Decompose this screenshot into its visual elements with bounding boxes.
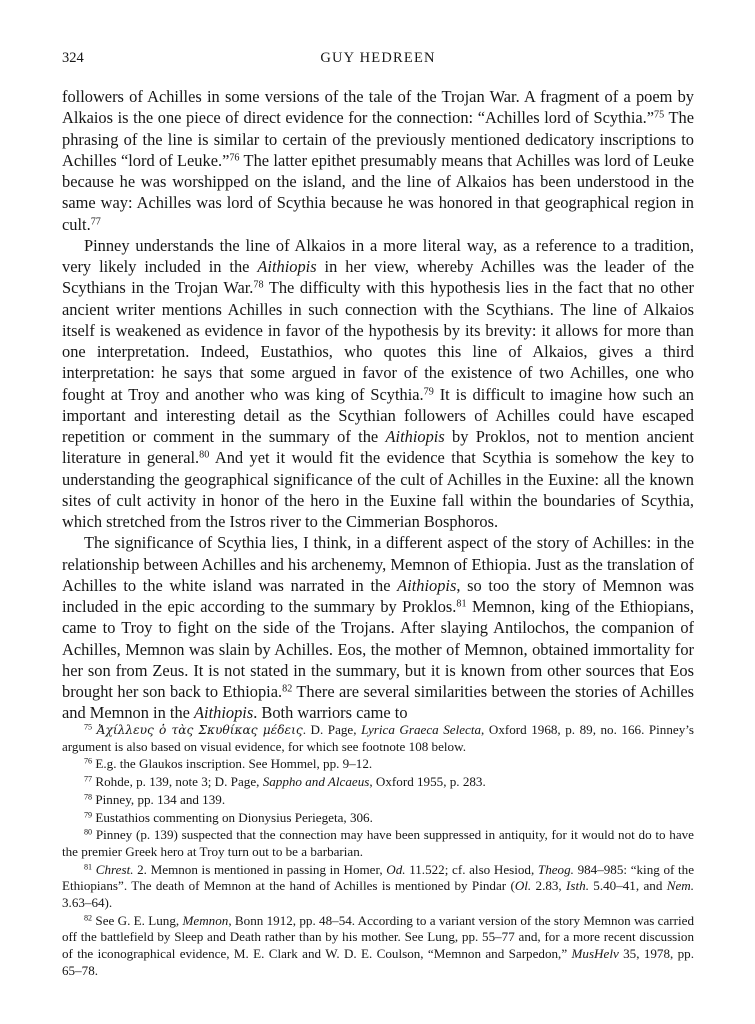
text-run: Eustathios commenting on Dionysius Periegeta, 306.	[92, 809, 373, 825]
text-run: The significance of Scythia lies, I think, in a different aspect of the story of Achilles: in the relationship between Achilles and his archenemy, Memnon of Ethiopia. Just as the translation of Achilles to the white island was narrated in the	[62, 533, 694, 595]
text-run: in her view, whereby Achilles was the leader of the Scythians in the Trojan War.	[62, 257, 695, 298]
footnote-ref: 81	[84, 862, 93, 872]
text-run: The latter epithet presumably means that Achilles was lord of Leuke because he was worshipped on the island, and the line of Alkaios has been understood in the same way: Achilles was lord of Scythia because he was honored in that geographical region in cult.	[62, 150, 694, 234]
footnote-ref: 75	[654, 109, 665, 121]
text-run: . Both warriors came to	[253, 703, 408, 723]
text-run: 35, 1978, pp. 65–78.	[62, 946, 695, 978]
text-run: 2. Memnon is mentioned in passing in Homer,	[133, 861, 387, 877]
footnote-ref: 82	[282, 683, 293, 695]
footnote	[62, 827, 694, 860]
text-run: Pinney, pp. 134 and 139.	[92, 791, 226, 807]
text-run: Memnon, king of the Ethiopians, came to Troy to fight on the side of the Trojans. After slaying Antilochos, the companion of Achilles, Memnon was slain by Achilles. Eos, the mother of Memnon, obtained immortality for her son from Zeus. It is not stated in the summary, but it is known from other sources that Eos brought her son back to Ethiopia.	[62, 597, 694, 701]
footnote-ref: 79	[423, 385, 434, 397]
footnote	[62, 862, 694, 912]
text-run: There are several similarities between the stories of Achilles and Memnon in the	[62, 682, 694, 723]
italic-title: Aithiopis	[397, 575, 457, 595]
text-run: 984–985: “king of the Ethiopians”. The death of Memnon at the hand of Achilles is mentioned by Pindar (	[62, 861, 695, 894]
body-paragraph	[62, 235, 694, 533]
footnote-ref: 76	[84, 756, 93, 766]
italic-title: Aithiopis	[194, 703, 254, 723]
footnote-ref: 77	[84, 774, 93, 784]
footnote-ref: 78	[84, 792, 93, 802]
text-run: 3.63–64).	[62, 895, 113, 911]
footnote	[62, 722, 694, 755]
italic-title: Sappho and Alcaeus	[262, 774, 370, 790]
italic-title: Ol.	[514, 878, 532, 894]
text-run: , Oxford 1955, p. 283.	[369, 774, 486, 790]
text-run: E.g. the Glaukos inscription. See Hommel, pp. 9–12.	[92, 756, 373, 772]
text-run: 2.83,	[531, 878, 567, 894]
italic-title: Isth.	[566, 878, 589, 894]
italic-title: Nem.	[666, 878, 694, 894]
main-text	[62, 86, 694, 724]
footnote	[62, 913, 694, 980]
footnote	[62, 810, 694, 827]
text-run: by Proklos, not to mention ancient literature in general.	[62, 427, 694, 468]
text-run: 11.522; cf. also Hesiod,	[405, 861, 538, 877]
text-run: 5.40–41, and	[588, 878, 667, 894]
footnote	[62, 792, 694, 809]
footnote-ref: 76	[229, 152, 240, 164]
italic-title: Lyrica Graeca Selecta	[361, 722, 482, 737]
italic-title: Memnon	[182, 912, 229, 928]
footnote-ref: 80	[84, 827, 93, 837]
footnote-ref: 78	[253, 279, 264, 291]
italic-title: MusHelv	[571, 946, 619, 962]
text-run: Pinney understands the line of Alkaios in a more literal way, as a reference to a tradition, very likely included in the	[62, 235, 694, 276]
footnote-ref: 75	[84, 722, 93, 732]
footnote-ref: 80	[199, 449, 210, 461]
text-run: Pinney (p. 139) suspected that the connection may have been suppressed in antiquity, for it would not do to have the premier Greek hero at Troy turn out to be a barbarian.	[62, 827, 694, 859]
footnote-ref: 81	[456, 598, 467, 610]
italic-title: Aithiopis	[257, 257, 317, 276]
italic-title: Aithiopis	[385, 427, 445, 446]
text-run: followers of Achilles in some versions of the tale of the Trojan War. A fragment of a poem by Alkaios is the one piece of direct evidence for the connection: “Achilles lord of Scythia.”	[62, 87, 694, 128]
footnote	[62, 756, 694, 773]
text-run: See G. E. Lung,	[92, 912, 183, 928]
footnote-ref: 82	[84, 913, 93, 923]
text-run: , Oxford 1968, p. 89, no. 166. Pinney’s argument is also based on visual evidence, for which see footnote 108 below.	[62, 722, 694, 754]
running-head: GUY HEDREEN	[320, 50, 436, 66]
greek-quote: Ἀχίλλευς ὁ τὰς Σκυθίκας μέδεις	[96, 723, 303, 737]
text-run: , so too the story of Memnon was included in the epic according to the summary by Proklos.	[62, 575, 694, 616]
body-paragraph	[62, 86, 694, 235]
page-header	[62, 50, 694, 72]
text-run: The phrasing of the line is similar to certain of the previously mentioned dedicatory inscriptions to Achilles “lord of Leuke.”	[62, 108, 694, 170]
text-run: , Bonn 1912, pp. 48–54. According to a variant version of the story Memnon was carried off the battlefield by Sleep and Death rather than by his mother. See Lung, pp. 55–77 and, for a more recent discussion of the iconographical evidence, M. E. Clark and W. D. E. Coulson, “Memnon and Sarpedon,”	[62, 912, 694, 962]
footnote-ref: 77	[90, 215, 101, 227]
page-number: 324	[62, 50, 84, 66]
text-run: And yet it would fit the evidence that Scythia is somehow the key to understanding the geographical significance of the cult of Achilles in the Euxine: all the known sites of cult activity in honor of the hero in the Euxine fall within the boundaries of Scythia, which stretched from the Istros river to the Cimmerian Bosphoros.	[62, 448, 694, 531]
body-paragraph	[62, 532, 694, 723]
text-run: The difficulty with this hypothesis lies in the fact that no other ancient writer mentions Achilles in such connection with the Scythians. The line of Alkaios itself is weakened as evidence in favor of the hypothesis by its brevity: it allows for more than one interpretation. Indeed, Eustathios, who quotes this line of Alkaios, gives a third interpretation: he says that some argued in favor of the existence of two Achilles, one who fought at Troy and another who was king of Scythia.	[62, 278, 694, 404]
footnote-ref: 79	[84, 810, 93, 820]
text-run: . D. Page,	[302, 722, 362, 737]
footnotes	[62, 722, 694, 980]
italic-title: Od.	[386, 861, 406, 877]
text-run: It is difficult to imagine how such an important and interesting detail as the Scythian followers of Achilles could have escaped repetition or comment in the summary of the	[62, 384, 695, 446]
italic-title: Chrest.	[95, 861, 134, 877]
text-run: Rohde, p. 139, note 3; D. Page,	[92, 774, 263, 790]
footnote	[62, 774, 694, 791]
italic-title: Theog.	[537, 861, 574, 877]
